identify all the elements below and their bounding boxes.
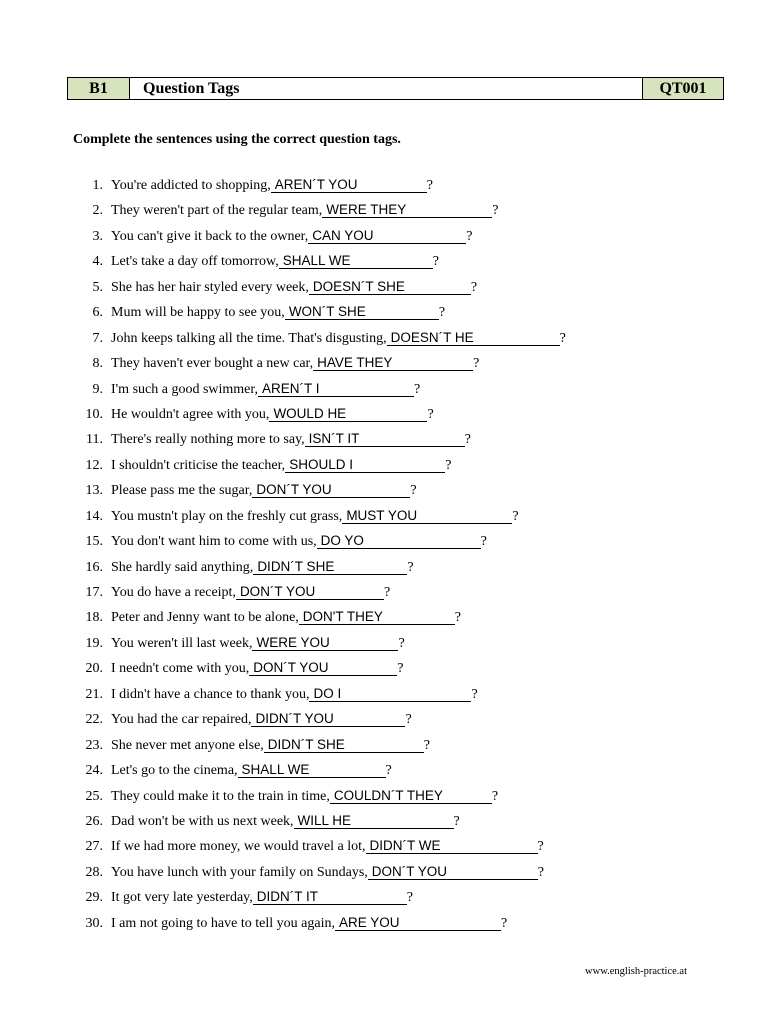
question-mark: ? xyxy=(407,559,414,575)
exercise-item xyxy=(0,482,566,507)
question-mark: ? xyxy=(537,864,545,880)
item-number: 15. xyxy=(85,534,103,550)
answer-blank[interactable]: DON´T YOU xyxy=(249,660,397,676)
item-number: 22. xyxy=(85,712,103,728)
item-number: 19. xyxy=(85,635,103,651)
answer-blank[interactable]: DIDN´T IT xyxy=(253,889,407,905)
answer-blank[interactable]: DIDN´T YOU xyxy=(251,711,405,727)
item-number: 21. xyxy=(85,686,103,702)
item-sentence: Let's take a day off tomorrow, xyxy=(111,254,279,270)
item-sentence: You don't want him to come with us, xyxy=(111,534,317,550)
exercise-item xyxy=(0,864,566,889)
exercise-item xyxy=(0,609,566,634)
question-mark: ? xyxy=(500,915,508,931)
item-sentence: You had the car repaired, xyxy=(111,712,252,728)
answer-blank[interactable]: DON'T THEY xyxy=(299,609,455,625)
item-number: 2. xyxy=(92,203,103,219)
item-number: 5. xyxy=(92,279,103,295)
item-number: 12. xyxy=(85,457,103,473)
item-number: 17. xyxy=(85,585,103,600)
answer-blank[interactable]: WERE THEY xyxy=(322,202,492,218)
item-sentence: Peter and Jenny want to be alone, xyxy=(111,610,299,626)
item-number: 4. xyxy=(92,254,103,270)
answer-blank[interactable]: DOESN´T HE xyxy=(387,330,560,346)
item-number: 14. xyxy=(85,508,103,524)
answer-blank[interactable]: DOESN´T SHE xyxy=(309,279,471,295)
title-cell: Question Tags xyxy=(130,78,643,99)
item-number: 11. xyxy=(86,432,103,448)
question-mark: ? xyxy=(423,737,430,753)
question-mark: ? xyxy=(406,890,413,906)
answer-blank[interactable]: AREN´T YOU xyxy=(271,177,427,193)
answer-blank[interactable]: CAN YOU xyxy=(308,228,466,244)
item-number: 26. xyxy=(85,813,103,829)
item-number: 27. xyxy=(85,839,103,855)
question-mark: ? xyxy=(466,228,473,244)
exercise-item xyxy=(0,279,566,304)
exercise-item xyxy=(0,915,566,940)
item-sentence: They haven't ever bought a new car, xyxy=(111,356,314,372)
question-mark: ? xyxy=(427,406,434,422)
instructions: Complete the sentences using the correct question tags. xyxy=(73,132,401,147)
exercise-item xyxy=(0,508,566,533)
answer-blank[interactable]: COULDN´T THEY xyxy=(330,788,492,804)
item-sentence: If we had more money, we would travel a lot, xyxy=(111,839,366,855)
answer-blank[interactable]: MUST YOU xyxy=(342,508,512,524)
item-number: 9. xyxy=(92,381,103,397)
code-cell: QT001 xyxy=(643,78,723,99)
question-mark: ? xyxy=(512,508,519,524)
exercise-item xyxy=(0,788,566,813)
item-number: 10. xyxy=(85,406,103,422)
question-mark: ? xyxy=(398,635,405,651)
exercise-item xyxy=(0,457,566,482)
exercise-item xyxy=(0,762,566,787)
question-mark: ? xyxy=(385,763,392,779)
item-number: 28. xyxy=(85,864,103,880)
exercise-item xyxy=(0,889,566,914)
exercise-item xyxy=(0,711,566,736)
item-number: 3. xyxy=(92,228,103,244)
answer-blank[interactable]: DIDN´T SHE xyxy=(264,737,424,753)
exercise-item xyxy=(0,177,566,202)
answer-blank[interactable]: DON´T YOU xyxy=(236,584,384,600)
item-sentence: There's really nothing more to say, xyxy=(111,432,305,448)
question-mark: ? xyxy=(414,381,421,397)
answer-blank[interactable]: HAVE THEY xyxy=(313,355,473,371)
question-mark: ? xyxy=(492,203,499,219)
exercise-item xyxy=(0,304,566,329)
item-sentence: I am not going to have to tell you again, xyxy=(111,915,335,931)
exercise-item xyxy=(0,838,566,863)
item-sentence: It got very late yesterday, xyxy=(111,890,253,906)
item-sentence: She never met anyone else, xyxy=(111,737,264,753)
item-sentence: They could make it to the train in time, xyxy=(111,788,330,804)
question-mark: ? xyxy=(471,686,478,702)
exercise-item xyxy=(0,559,566,584)
item-number: 25. xyxy=(85,788,103,804)
exercise-list xyxy=(0,177,566,940)
item-sentence: They weren't part of the regular team, xyxy=(111,203,323,219)
item-sentence: Let's go to the cinema, xyxy=(111,763,238,779)
answer-blank[interactable]: ARE YOU xyxy=(335,915,501,931)
answer-blank[interactable]: DIDN´T WE xyxy=(366,838,538,854)
item-sentence: I shouldn't criticise the teacher, xyxy=(111,457,286,473)
item-sentence: Mum will be happy to see you, xyxy=(111,305,285,321)
level-cell: B1 xyxy=(68,78,130,99)
item-sentence: He wouldn't agree with you, xyxy=(111,406,270,422)
footer-url: www.english-practice.at xyxy=(585,966,687,977)
exercise-item xyxy=(0,431,566,456)
worksheet-header xyxy=(67,77,724,100)
answer-blank[interactable]: AREN´T I xyxy=(258,381,414,397)
question-mark: ? xyxy=(473,356,480,372)
item-sentence: She hardly said anything, xyxy=(111,559,254,575)
question-mark: ? xyxy=(480,534,487,550)
exercise-item xyxy=(0,202,566,227)
exercise-item xyxy=(0,533,566,558)
exercise-item xyxy=(0,228,566,253)
item-sentence: You weren't ill last week, xyxy=(111,635,253,651)
item-number: 29. xyxy=(85,890,103,906)
exercise-item xyxy=(0,253,566,278)
question-mark: ? xyxy=(397,661,404,677)
item-number: 13. xyxy=(85,483,103,499)
item-sentence: She has her hair styled every week, xyxy=(111,279,309,295)
question-mark: ? xyxy=(464,432,471,448)
answer-blank[interactable]: WON´T SHE xyxy=(285,304,439,320)
item-sentence: You can't give it back to the owner, xyxy=(111,228,309,244)
question-mark: ? xyxy=(491,788,499,804)
item-sentence: You're addicted to shopping, xyxy=(111,178,271,193)
exercise-item xyxy=(0,660,566,685)
item-number: 8. xyxy=(92,356,103,372)
item-number: 20. xyxy=(85,661,103,677)
exercise-item xyxy=(0,737,566,762)
item-sentence: I didn't have a chance to thank you, xyxy=(111,686,310,702)
answer-blank[interactable]: SHALL WE xyxy=(279,253,433,269)
question-mark: ? xyxy=(432,254,439,270)
answer-blank[interactable]: DO YO xyxy=(317,533,481,549)
answer-blank[interactable]: ISN´T IT xyxy=(305,431,465,447)
item-sentence: You have lunch with your family on Sundays, xyxy=(111,864,368,880)
answer-blank[interactable]: SHOULD I xyxy=(285,457,445,473)
answer-blank[interactable]: WERE YOU xyxy=(252,635,398,651)
answer-blank[interactable]: DON´T YOU xyxy=(368,864,538,880)
question-mark: ? xyxy=(438,305,446,321)
item-number: 24. xyxy=(85,763,103,779)
item-number: 30. xyxy=(85,915,103,931)
item-number: 1. xyxy=(92,178,103,193)
question-mark: ? xyxy=(445,457,452,473)
question-mark: ? xyxy=(383,585,391,600)
item-number: 6. xyxy=(92,305,103,321)
answer-blank[interactable]: SHALL WE xyxy=(238,762,386,778)
exercise-item xyxy=(0,381,566,406)
item-number: 16. xyxy=(85,559,103,575)
item-sentence: John keeps talking all the time. That's disgusting, xyxy=(111,330,387,346)
item-number: 7. xyxy=(92,330,103,346)
question-mark: ? xyxy=(537,839,544,855)
item-sentence: I'm such a good swimmer, xyxy=(111,381,258,397)
question-mark: ? xyxy=(405,712,412,728)
item-sentence: You mustn't play on the freshly cut grass, xyxy=(111,508,343,524)
question-mark: ? xyxy=(453,813,460,829)
answer-blank[interactable]: DO I xyxy=(309,686,471,702)
exercise-item xyxy=(0,406,566,431)
question-mark: ? xyxy=(426,178,433,193)
question-mark: ? xyxy=(470,279,478,295)
answer-blank[interactable]: WILL HE xyxy=(294,813,454,829)
question-mark: ? xyxy=(454,610,461,626)
exercise-item xyxy=(0,686,566,711)
item-number: 23. xyxy=(85,737,103,753)
item-sentence: You do have a receipt, xyxy=(111,585,236,600)
item-sentence: Dad won't be with us next week, xyxy=(111,813,294,829)
exercise-item xyxy=(0,635,566,660)
exercise-item xyxy=(0,355,566,380)
item-number: 18. xyxy=(85,610,103,626)
answer-blank[interactable]: WOULD HE xyxy=(269,406,427,422)
exercise-item xyxy=(0,584,566,609)
answer-blank[interactable]: DIDN´T SHE xyxy=(253,559,407,575)
question-mark: ? xyxy=(559,330,566,346)
exercise-item xyxy=(0,813,566,838)
item-sentence: I needn't come with you, xyxy=(111,661,250,677)
item-sentence: Please pass me the sugar, xyxy=(111,483,253,499)
exercise-item xyxy=(0,330,566,355)
answer-blank[interactable]: DON´T YOU xyxy=(252,482,410,498)
question-mark: ? xyxy=(410,483,417,499)
